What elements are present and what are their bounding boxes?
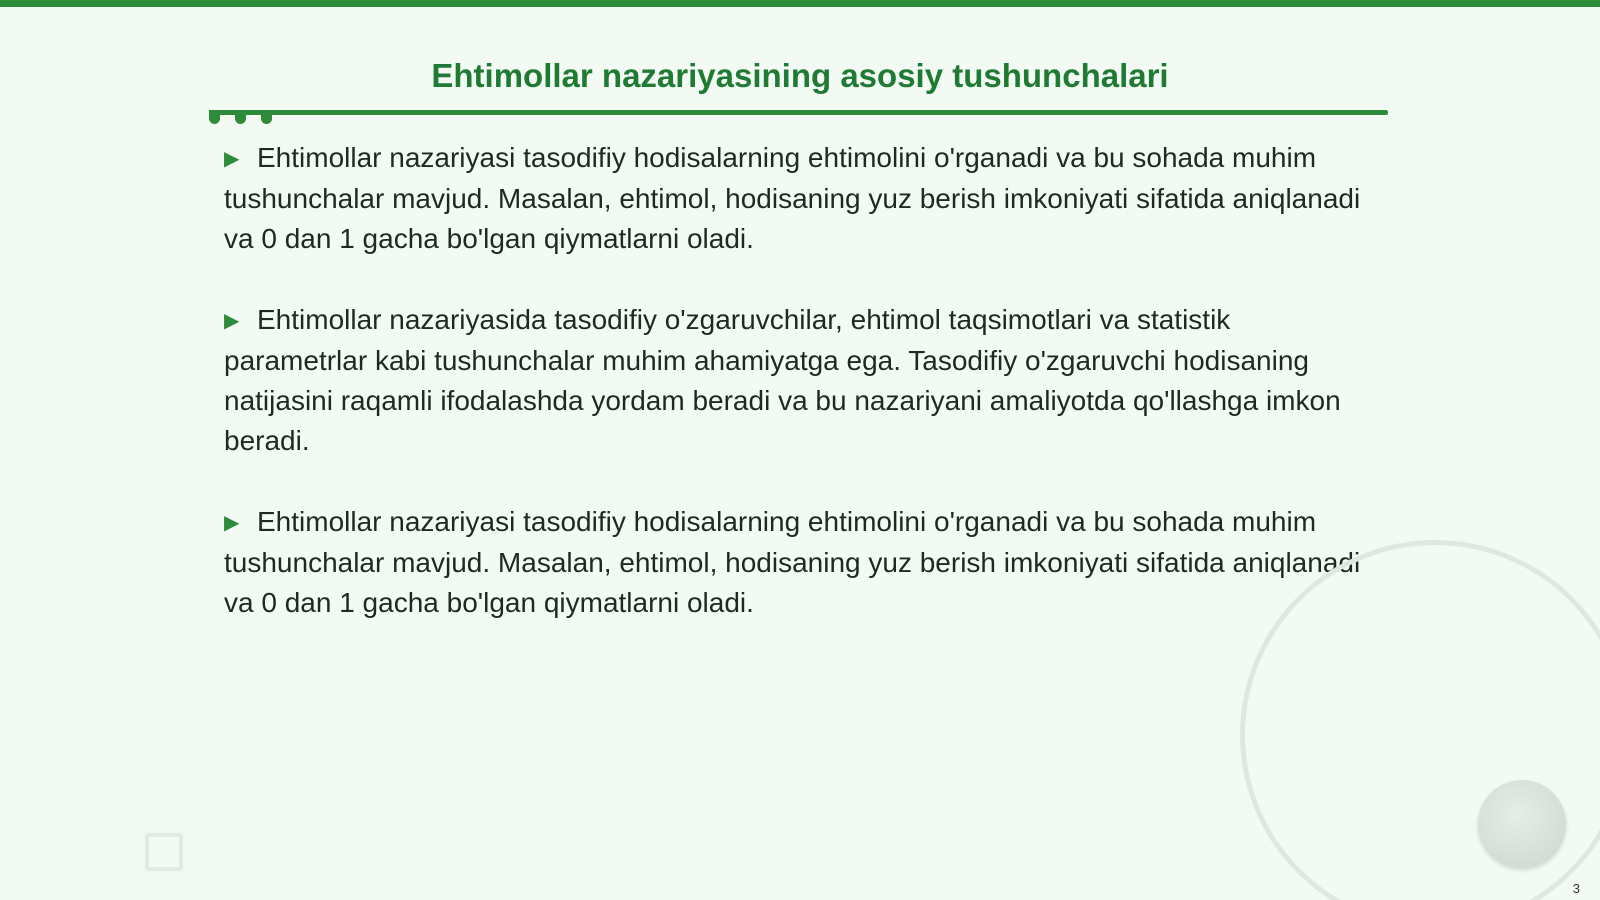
triangle-right-icon: ▶ <box>224 310 240 332</box>
decorative-square <box>145 833 183 871</box>
bullet-list <box>224 138 1374 664</box>
triangle-right-icon: ▶ <box>224 148 240 170</box>
bullet-item <box>224 502 1374 623</box>
bullet-item <box>224 300 1374 461</box>
bullet-text: Ehtimollar nazariyasi tasodifiy hodisalarning ehtimolini o'rganadi va bu sohada muhim tushunchalar mavjud. Masalan, ehtimol, hodisaning yuz berish imkoniyati sifatida aniqlanadi va 0 dan 1 gacha bo'lgan qiymatlarni oladi. <box>224 142 1361 254</box>
slide-title: Ehtimollar nazariyasining asosiy tushunchalari <box>431 57 1169 94</box>
bullet-item <box>224 138 1374 259</box>
underline-dot <box>235 110 246 124</box>
top-accent-bar <box>0 0 1600 7</box>
triangle-right-icon: ▶ <box>224 512 240 534</box>
page-number: 3 <box>1572 881 1580 896</box>
bullet-text: Ehtimollar nazariyasida tasodifiy o'zgaruvchilar, ehtimol taqsimotlari va statistik parametrlar kabi tushunchalar muhim ahamiyatga ega. Tasodifiy o'zgaruvchi hodisaning natijasini raqamli ifodalashda yordam beradi va bu nazariyani amaliyotda qo'llashga imkon beradi. <box>224 304 1341 456</box>
underline-dot <box>209 110 220 124</box>
underline-dot <box>261 110 272 124</box>
title-underline <box>212 110 1388 115</box>
bullet-text: Ehtimollar nazariyasi tasodifiy hodisalarning ehtimolini o'rganadi va bu sohada muhim tushunchalar mavjud. Masalan, ehtimol, hodisaning yuz berish imkoniyati sifatida aniqlanadi va 0 dan 1 gacha bo'lgan qiymatlarni oladi. <box>224 506 1361 618</box>
decorative-bubble <box>1478 780 1566 868</box>
